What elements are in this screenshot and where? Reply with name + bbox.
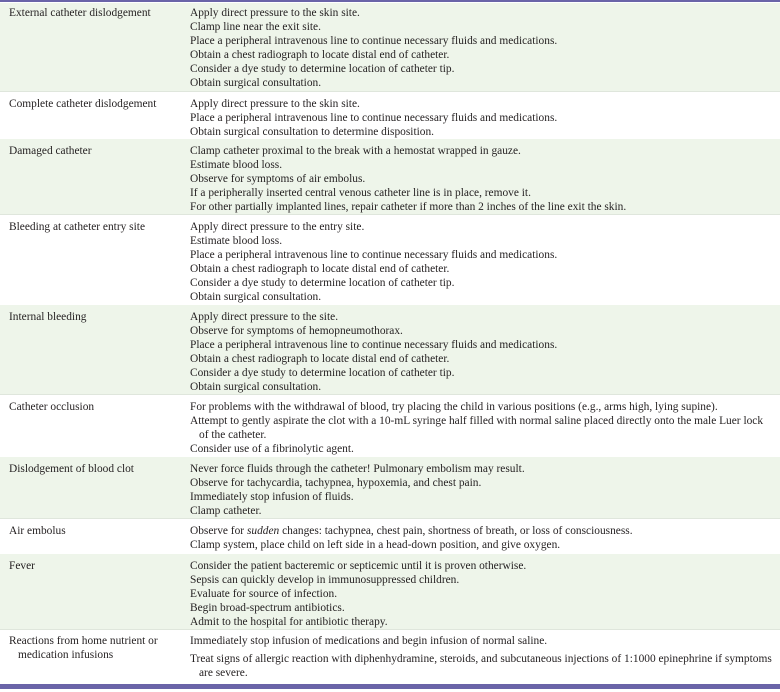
action-line: Place a peripheral intravenous line to continue necessary fluids and medications.	[190, 338, 558, 351]
action-line: Obtain surgical consultation.	[190, 76, 322, 89]
action-line: Begin broad-spectrum antibiotics.	[190, 601, 345, 614]
action-line: Observe for tachycardia, tachypnea, hypoxemia, and chest pain.	[190, 476, 482, 489]
action-line: For other partially implanted lines, repair catheter if more than 2 inches of the line exit the skin.	[190, 200, 627, 213]
action-line: Consider a dye study to determine location of catheter tip.	[190, 366, 455, 379]
action-line: Apply direct pressure to the skin site.	[190, 7, 360, 19]
action-line: Obtain a chest radiograph to locate distal end of catheter.	[190, 48, 450, 61]
actions-cell	[190, 221, 780, 303]
action-line: Clamp line near the exit site.	[190, 20, 321, 33]
actions-cell	[190, 560, 780, 628]
actions-cell	[190, 98, 780, 138]
complication-cell: Dislodgement of blood clot	[9, 463, 134, 475]
action-line: Place a peripheral intravenous line to continue necessary fluids and medications.	[190, 111, 558, 124]
action-line: Place a peripheral intravenous line to continue necessary fluids and medications.	[190, 248, 558, 261]
bottom-rule	[0, 684, 780, 689]
action-line: Evaluate for source of infection.	[190, 587, 338, 600]
action-suffix: changes: tachypnea, chest pain, shortness of breath, or loss of consciousness.	[279, 525, 633, 537]
action-line: Admit to the hospital for antibiotic therapy.	[190, 615, 388, 628]
table-row	[0, 214, 780, 304]
action-line: Observe for symptoms of air embolus.	[190, 172, 366, 185]
action-line: Apply direct pressure to the entry site.	[190, 221, 365, 233]
actions-cell	[190, 401, 780, 455]
actions-cell	[190, 145, 780, 213]
complication-cell: Air embolus	[9, 525, 66, 537]
actions-cell	[190, 7, 780, 87]
action-line: Attempt to gently aspirate the clot with a 10-mL syringe half filled with normal saline placed directly onto the male Luer lock of the catheter.	[190, 414, 764, 441]
complication-cell: Fever	[9, 560, 35, 572]
action-line: Apply direct pressure to the skin site.	[190, 98, 360, 110]
actions-cell	[190, 463, 780, 517]
action-line: Never force fluids through the catheter! Pulmonary embolism may result.	[190, 463, 525, 475]
action-line: Obtain surgical consultation.	[190, 290, 322, 303]
actions-cell	[190, 311, 780, 393]
action-line: If a peripherally inserted central venous catheter line is in place, remove it.	[190, 186, 531, 199]
action-line: Sepsis can quickly develop in immunosuppressed children.	[190, 573, 460, 586]
action-line: Consider a dye study to determine location of catheter tip.	[190, 276, 455, 289]
complication-cell: External catheter dislodgement	[9, 7, 151, 19]
table-row	[0, 553, 780, 629]
complication-cell: Reactions from home nutrient or medication infusions	[9, 635, 158, 661]
action-line: Apply direct pressure to the site.	[190, 311, 339, 323]
action-line: Estimate blood loss.	[190, 234, 283, 247]
table-row	[0, 138, 780, 214]
action-line: Immediately stop infusion of medications and begin infusion of normal saline.	[190, 635, 548, 647]
table-row	[0, 304, 780, 394]
action-line: Clamp catheter.	[190, 504, 262, 517]
table-row	[0, 518, 780, 553]
action-line: Clamp catheter proximal to the break with a hemostat wrapped in gauze.	[190, 145, 521, 157]
actions-cell	[190, 525, 780, 549]
complication-cell: Internal bleeding	[9, 311, 87, 323]
action-line: Treat signs of allergic reaction with diphenhydramine, steroids, and subcutaneous injections of 1:1000 epinephrine if symptoms are severe.	[190, 652, 772, 679]
actions-cell	[190, 635, 780, 680]
action-emphasis: sudden	[246, 525, 280, 537]
action-line: Observe for symptoms of hemopneumothorax.	[190, 324, 403, 337]
action-line: Consider a dye study to determine location of catheter tip.	[190, 62, 455, 75]
action-line	[190, 525, 774, 539]
action-line: Obtain a chest radiograph to locate distal end of catheter.	[190, 352, 450, 365]
action-line: Consider the patient bacteremic or septicemic until it is proven otherwise.	[190, 560, 527, 572]
table-row	[0, 456, 780, 518]
complication-cell: Catheter occlusion	[9, 401, 95, 413]
action-line: Clamp system, place child on left side in a head-down position, and give oxygen.	[190, 538, 561, 551]
action-line: For problems with the withdrawal of blood, try placing the child in various positions (e.g., arms high, lying supine).	[190, 401, 718, 413]
action-line: Obtain surgical consultation to determine disposition.	[190, 125, 435, 138]
table-row	[0, 394, 780, 456]
table-row	[0, 2, 780, 91]
action-line: Estimate blood loss.	[190, 158, 283, 171]
action-line: Place a peripheral intravenous line to continue necessary fluids and medications.	[190, 34, 558, 47]
complication-cell: Complete catheter dislodgement	[9, 98, 157, 110]
action-line: Immediately stop infusion of fluids.	[190, 490, 354, 503]
action-line: Consider use of a fibrinolytic agent.	[190, 442, 354, 455]
table-row	[0, 629, 780, 684]
complication-cell: Bleeding at catheter entry site	[9, 221, 145, 233]
complication-cell: Damaged catheter	[9, 145, 92, 157]
action-line: Obtain surgical consultation.	[190, 380, 322, 393]
table-row	[0, 91, 780, 138]
action-line: Obtain a chest radiograph to locate distal end of catheter.	[190, 262, 450, 275]
action-prefix: Observe for	[190, 525, 247, 537]
